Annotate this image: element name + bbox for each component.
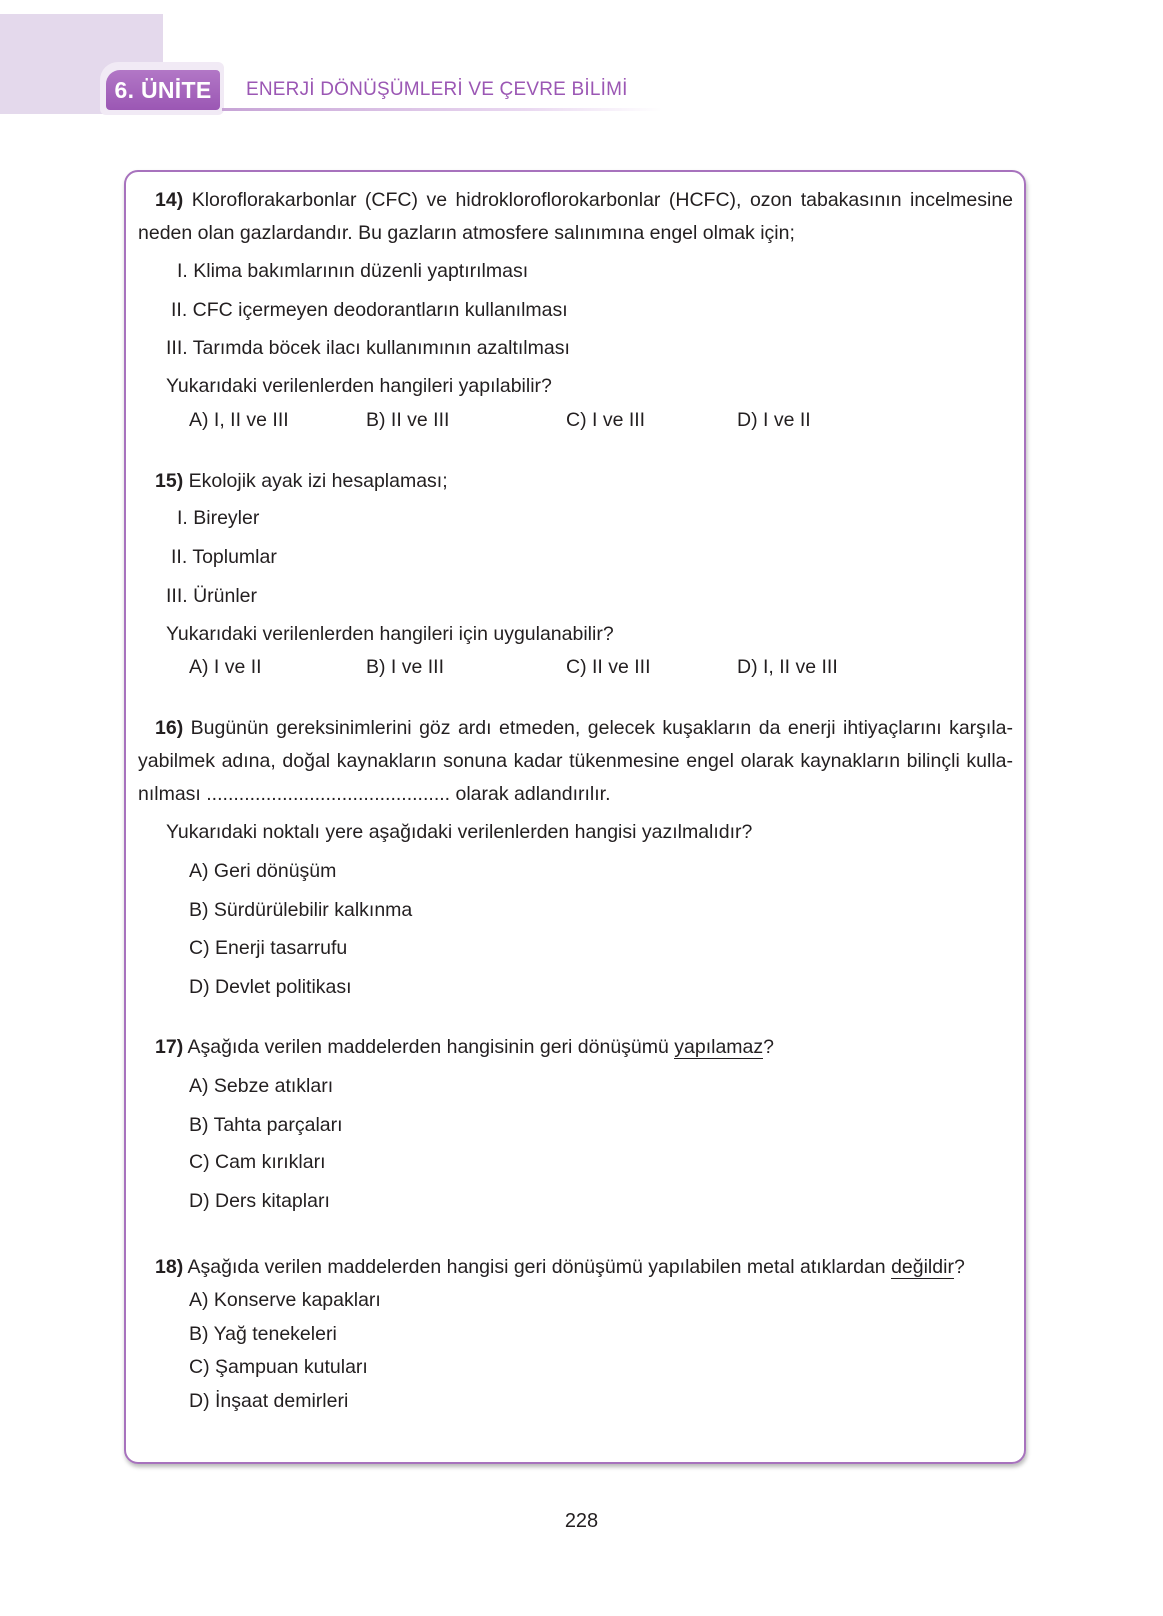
q17-emphasis: yapılamaz <box>674 1036 764 1058</box>
q16-option-c[interactable]: C) Enerji tasarrufu <box>189 937 348 959</box>
q18-emphasis: değildir <box>891 1256 954 1278</box>
q18-option-d[interactable]: D) İnşaat demirleri <box>189 1390 349 1412</box>
q14-number: 14) <box>155 189 184 211</box>
q17-option-b[interactable]: B) Tahta parçaları <box>189 1114 343 1136</box>
q16-prompt: Yukarıdaki noktalı yere aşağıdaki verilenlerden hangisi yazılmalıdır? <box>166 821 753 843</box>
q18-option-c[interactable]: C) Şampuan kutuları <box>189 1356 368 1378</box>
q15-item-3: III. Ürünler <box>166 585 258 607</box>
q16-option-d[interactable]: D) Devlet politikası <box>189 976 352 998</box>
q14-option-d[interactable]: D) I ve II <box>737 409 811 431</box>
q14-item-1: I. Klima bakımlarının düzenli yaptırılması <box>177 260 529 282</box>
q18-number: 18) <box>155 1256 184 1278</box>
q17-option-a[interactable]: A) Sebze atıkları <box>189 1075 334 1097</box>
unit-label: 6. ÜNİTE <box>106 70 220 110</box>
q14-option-a[interactable]: A) I, II ve III <box>189 409 289 431</box>
q14-stem-line-1: 14) Kloroflorakarbonlar (CFC) ve hidrokloroflorokarbonlar (HCFC), ozon tabakasının incelmesine <box>155 189 1014 211</box>
q17-option-d[interactable]: D) Ders kitapları <box>189 1190 330 1212</box>
page-number: 228 <box>564 1510 599 1532</box>
q14-option-b[interactable]: B) II ve III <box>366 409 450 431</box>
chapter-title: ENERJİ DÖNÜŞÜMLERİ VE ÇEVRE BİLİMİ <box>246 79 628 100</box>
q15-item-1: I. Bireyler <box>177 507 260 529</box>
q14-stem-line-2: neden olan gazlardandır. Bu gazların atmosfere salınımına engel olmak için; <box>138 222 795 244</box>
header-divider <box>222 108 662 111</box>
q15-stem: 15) Ekolojik ayak izi hesaplaması; <box>155 470 448 492</box>
q16-stem-line-1: 16) Bugünün gereksinimlerini göz ardı etmeden, gelecek kuşakların da enerji ihtiyaçlarını karşıla- <box>155 717 1013 739</box>
q16-stem-line-2: yabilmek adına, doğal kaynakların sonuna kadar tükenmesine engel olarak kaynakların bilinçli kulla- <box>138 750 1013 772</box>
q15-option-c[interactable]: C) II ve III <box>566 656 651 678</box>
q15-item-2: II. Toplumlar <box>171 546 277 568</box>
q15-option-b[interactable]: B) I ve III <box>366 656 445 678</box>
q18-option-b[interactable]: B) Yağ tenekeleri <box>189 1323 337 1345</box>
q16-option-b[interactable]: B) Sürdürülebilir kalkınma <box>189 899 413 921</box>
q16-option-a[interactable]: A) Geri dönüşüm <box>189 860 337 882</box>
q17-option-c[interactable]: C) Cam kırıkları <box>189 1151 326 1173</box>
q15-option-a[interactable]: A) I ve II <box>189 656 262 678</box>
q15-number: 15) <box>155 470 184 492</box>
q14-prompt: Yukarıdaki verilenlerden hangileri yapılabilir? <box>166 375 552 397</box>
q16-number: 16) <box>155 717 184 739</box>
q18-option-a[interactable]: A) Konserve kapakları <box>189 1289 381 1311</box>
q18-stem: 18) Aşağıda verilen maddelerden hangisi geri dönüşümü yapılabilen metal atıklardan değildir? <box>155 1256 965 1278</box>
q14-item-3: III. Tarımda böcek ilacı kullanımının azaltılması <box>166 337 570 359</box>
q17-number: 17) <box>155 1036 184 1058</box>
q14-option-c[interactable]: C) I ve III <box>566 409 646 431</box>
q16-stem-line-3: nılması ............................................. olarak adlandırılır. <box>138 783 611 805</box>
q15-option-d[interactable]: D) I, II ve III <box>737 656 838 678</box>
q17-stem: 17) Aşağıda verilen maddelerden hangisinin geri dönüşümü yapılamaz? <box>155 1036 774 1058</box>
q14-item-2: II. CFC içermeyen deodorantların kullanılması <box>171 299 568 321</box>
q15-prompt: Yukarıdaki verilenlerden hangileri için uygulanabilir? <box>166 623 614 645</box>
